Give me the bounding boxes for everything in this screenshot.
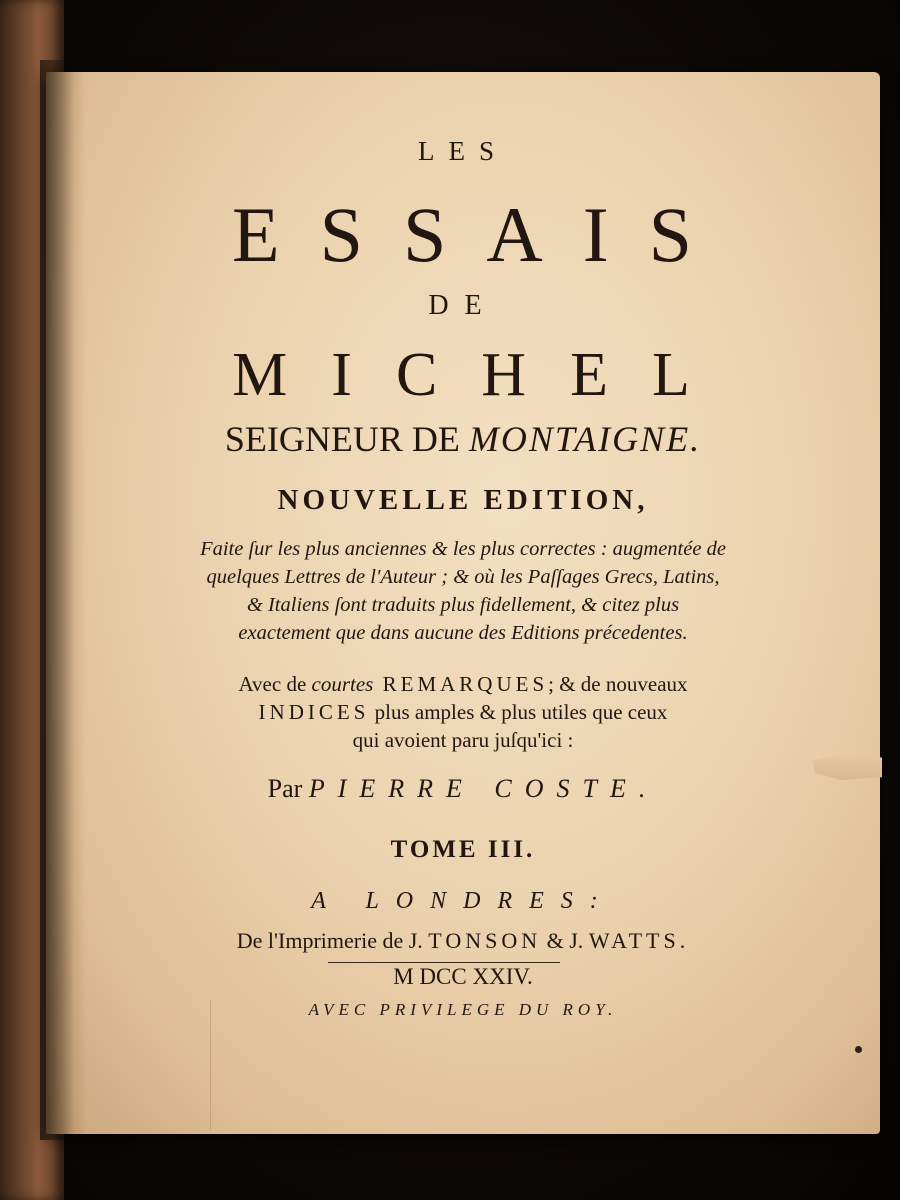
line-avoient: qui avoient paru juſqu'ici : (352, 728, 574, 752)
indices-text: INDICES (258, 700, 370, 724)
line-indices (46, 700, 880, 725)
line-imprimerie (46, 928, 880, 954)
pierre-coste-text: PIERRE COSTE. (308, 774, 659, 803)
faite-line-3: & Italiens ſont traduits plus fidellement, & citez plus (246, 594, 680, 616)
line-nouvelle-edition: NOUVELLE EDITION, (277, 484, 649, 516)
line-seigneur (46, 418, 880, 460)
line-essais: ESSAIS (231, 191, 733, 278)
faite-line-4: exactement que dans aucune des Editions précedentes. (238, 622, 688, 644)
ink-speck (855, 1046, 862, 1053)
line-michel: MICHEL (232, 341, 734, 409)
amples-text: plus amples & plus utiles que ceux (369, 700, 668, 724)
faite-line-2: quelques Lettres de l'Auteur ; & où les Paſſages Grecs, Latins, (206, 566, 720, 588)
tonson-text: TONSON (428, 928, 542, 953)
seigneur-text: SEIGNEUR DE (224, 419, 469, 459)
date-rule (328, 962, 560, 963)
remarques-text: REMARQUES (373, 672, 549, 696)
nouveaux-text: ; & de nouveaux (548, 672, 688, 696)
imprimerie-text: De l'Imprimerie de J. (236, 928, 429, 953)
line-avec-remarques (46, 672, 880, 697)
line-les: LES (417, 136, 508, 166)
avec-text: Avec de (238, 672, 312, 696)
line-date: M DCC XXIV. (393, 964, 533, 989)
and-j-text: & J. (541, 928, 589, 953)
line-de: DE (428, 290, 498, 321)
par-text: Par (267, 774, 309, 803)
line-londres: A LONDRES: (311, 888, 615, 914)
title-page-content (46, 72, 880, 1134)
montaigne-text: MONTAIGNE. (468, 419, 702, 459)
courtes-text: courtes (311, 672, 374, 696)
line-privilege: AVEC PRIVILEGE DU ROY. (308, 1000, 618, 1019)
line-par (46, 774, 880, 804)
faite-line-1: Faite ſur les plus anciennes & les plus correctes : augmentée de (200, 538, 726, 560)
watts-text: WATTS. (588, 928, 690, 953)
line-tome: TOME III. (390, 836, 536, 863)
